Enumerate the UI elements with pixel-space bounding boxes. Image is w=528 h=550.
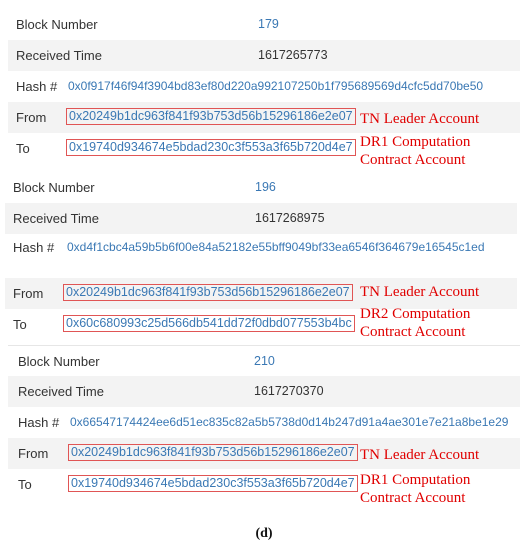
received-time-label: Received Time <box>18 384 104 399</box>
block-number-label: Block Number <box>18 354 100 369</box>
block-number-row <box>8 9 520 40</box>
from-address-link[interactable]: 0x20249b1dc963f841f93b753d56b15296186e2e07 <box>68 444 358 461</box>
to-label: To <box>18 477 32 492</box>
from-address-link[interactable]: 0x20249b1dc963f841f93b753d56b15296186e2e07 <box>66 108 356 125</box>
received-time-label: Received Time <box>16 48 102 63</box>
received-time-value: 1617268975 <box>255 211 325 225</box>
block-number-row <box>5 172 517 203</box>
hash-label: Hash # <box>13 240 55 255</box>
to-annotation-line1: DR1 Computation <box>360 472 471 488</box>
received-time-row <box>8 376 520 407</box>
block-number-link[interactable]: 179 <box>258 17 279 31</box>
received-time-row <box>8 40 520 71</box>
to-label: To <box>13 317 27 332</box>
received-time-value: 1617270370 <box>254 384 324 398</box>
received-time-row <box>5 203 517 234</box>
figure-caption: (d) <box>255 526 273 541</box>
to-annotation-line2: Contract Account <box>360 490 466 506</box>
to-address-link[interactable]: 0x19740d934674e5bdad230c3f553a3f65b720d4e7 <box>66 139 356 156</box>
block-number-link[interactable]: 210 <box>254 354 275 368</box>
to-address-link[interactable]: 0x60c680993c25d566db541dd72f0dbd077553b4bc <box>63 315 355 332</box>
hash-label: Hash # <box>16 79 58 94</box>
to-annotation-line1: DR2 Computation <box>360 306 471 322</box>
from-annotation: TN Leader Account <box>360 284 480 300</box>
hash-row <box>8 407 520 438</box>
to-annotation-line2: Contract Account <box>360 324 466 340</box>
from-label: From <box>13 286 44 301</box>
to-annotation-line2: Contract Account <box>360 152 466 168</box>
to-label: To <box>16 141 30 156</box>
from-annotation: TN Leader Account <box>360 111 480 127</box>
hash-link[interactable]: 0x0f917f46f94f3904bd83ef80d220a992107250b1f795689569d4cfc5dd70be50 <box>68 79 484 93</box>
block-number-row <box>8 345 520 376</box>
block-number-link[interactable]: 196 <box>255 180 276 194</box>
hash-row <box>5 234 517 278</box>
from-address-link[interactable]: 0x20249b1dc963f841f93b753d56b15296186e2e07 <box>63 284 353 301</box>
from-label: From <box>16 110 47 125</box>
to-address-link[interactable]: 0x19740d934674e5bdad230c3f553a3f65b720d4e7 <box>68 475 358 492</box>
hash-link[interactable]: 0xd4f1cbc4a59b5b6f00e84a52182e55bff9049bf33ea6546f364679e16545c1ed <box>67 240 485 254</box>
hash-link[interactable]: 0x66547174424ee6d51ec835c82a5b5738d0d14b247d91a4ae301e7e21a8be1e29 <box>70 415 509 429</box>
to-annotation-line1: DR1 Computation <box>360 134 471 150</box>
from-label: From <box>18 446 49 461</box>
received-time-label: Received Time <box>13 211 99 226</box>
block-number-label: Block Number <box>13 180 95 195</box>
hash-label: Hash # <box>18 415 60 430</box>
block-number-label: Block Number <box>16 17 98 32</box>
from-annotation: TN Leader Account <box>360 447 480 463</box>
received-time-value: 1617265773 <box>258 48 328 62</box>
hash-row <box>8 71 520 102</box>
